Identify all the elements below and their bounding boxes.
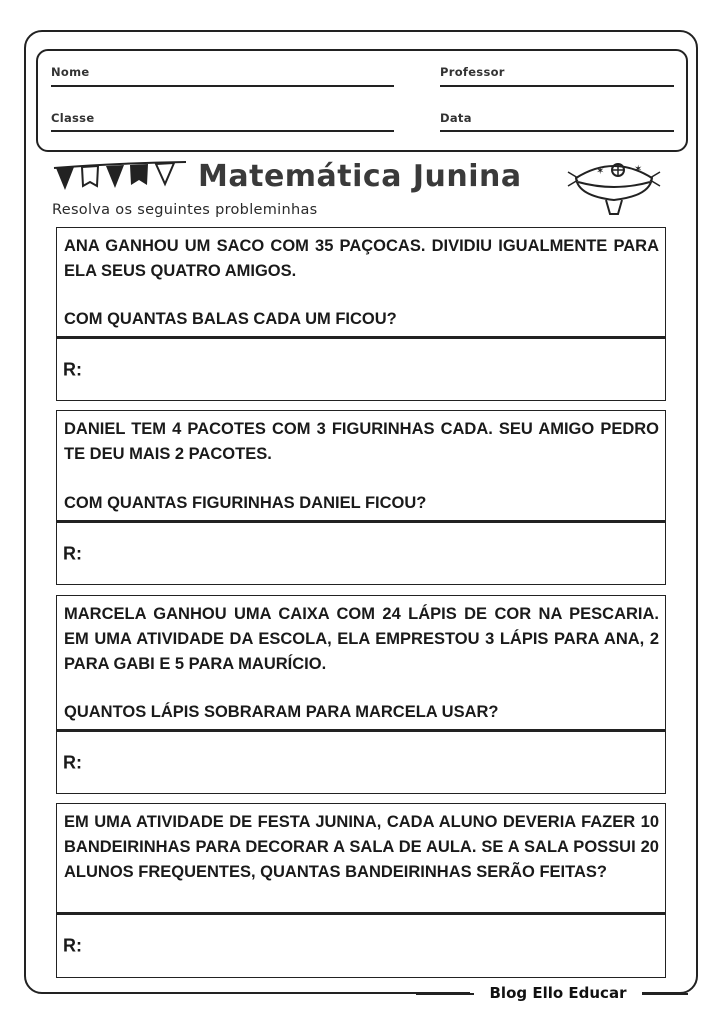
teacher-field bbox=[440, 63, 505, 81]
class-field bbox=[51, 109, 94, 127]
teacher-label: Professor bbox=[440, 65, 505, 79]
problem-4-box bbox=[56, 803, 666, 915]
name-input-line[interactable] bbox=[51, 85, 394, 87]
problem-2-text: DANIEL TEM 4 PACOTES COM 3 FIGURINHAS CADA. SEU AMIGO PEDRO TE DEU MAIS 2 PACOTES. bbox=[64, 420, 659, 463]
footer-line-right bbox=[642, 993, 688, 995]
student-info-box bbox=[36, 49, 688, 152]
class-input-line[interactable] bbox=[51, 130, 394, 132]
problem-4-answer-box[interactable] bbox=[56, 914, 666, 978]
problem-2-question: COM QUANTAS FIGURINHAS DANIEL FICOU? bbox=[64, 494, 427, 512]
date-label: Data bbox=[440, 111, 472, 125]
problem-3-box bbox=[56, 595, 666, 732]
problem-1-question: COM QUANTAS BALAS CADA UM FICOU? bbox=[64, 310, 397, 328]
date-input-line[interactable] bbox=[440, 130, 674, 132]
footer-line-left bbox=[416, 993, 474, 995]
problem-2-answer-box[interactable] bbox=[56, 522, 666, 585]
teacher-input-line[interactable] bbox=[440, 85, 674, 87]
lantern-icon bbox=[566, 156, 662, 220]
problem-3-text: MARCELA GANHOU UMA CAIXA COM 24 LÁPIS DE COR NA PESCARIA. EM UMA ATIVIDADE DA ESCOLA, ELA EMPRESTOU 3 LÁPIS PARA ANA, 2 PARA GABI E 5 PARA MAURÍCIO. bbox=[64, 605, 659, 673]
page-title: Matemática Junina bbox=[198, 159, 522, 194]
svg-text:✶: ✶ bbox=[634, 164, 643, 175]
class-label: Classe bbox=[51, 111, 95, 125]
bunting-flags-icon bbox=[52, 160, 188, 196]
footer-credit: Blog Ello Educar bbox=[489, 984, 627, 1002]
problem-3-question: QUANTOS LÁPIS SOBRARAM PARA MARCELA USAR? bbox=[64, 703, 499, 721]
problem-4-answer-label: R: bbox=[63, 935, 82, 956]
problem-3-answer-box[interactable] bbox=[56, 731, 666, 794]
problem-2-answer-label: R: bbox=[63, 543, 82, 563]
name-label: Nome bbox=[51, 65, 90, 79]
name-field bbox=[51, 63, 90, 81]
page-subtitle: Resolva os seguintes probleminhas bbox=[52, 202, 318, 218]
problem-1-answer-box[interactable] bbox=[56, 338, 666, 401]
problem-3-answer-label: R: bbox=[63, 752, 82, 772]
problem-4-text: EM UMA ATIVIDADE DE FESTA JUNINA, CADA ALUNO DEVERIA FAZER 10 BANDEIRINHAS PARA DECORAR A SALA DE AULA. SE A SALA POSSUI 20 ALUNOS FREQUENTES, QUANTAS BANDEIRINHAS SERÃO FEITAS? bbox=[64, 813, 659, 881]
problem-1-box bbox=[56, 227, 666, 339]
problem-2-box bbox=[56, 410, 666, 523]
date-field bbox=[440, 109, 472, 127]
svg-text:✶: ✶ bbox=[596, 166, 605, 177]
problem-1-text: ANA GANHOU UM SACO COM 35 PAÇOCAS. DIVIDIU IGUALMENTE PARA ELA SEUS QUATRO AMIGOS. bbox=[64, 237, 659, 280]
problem-1-answer-label: R: bbox=[63, 359, 82, 379]
